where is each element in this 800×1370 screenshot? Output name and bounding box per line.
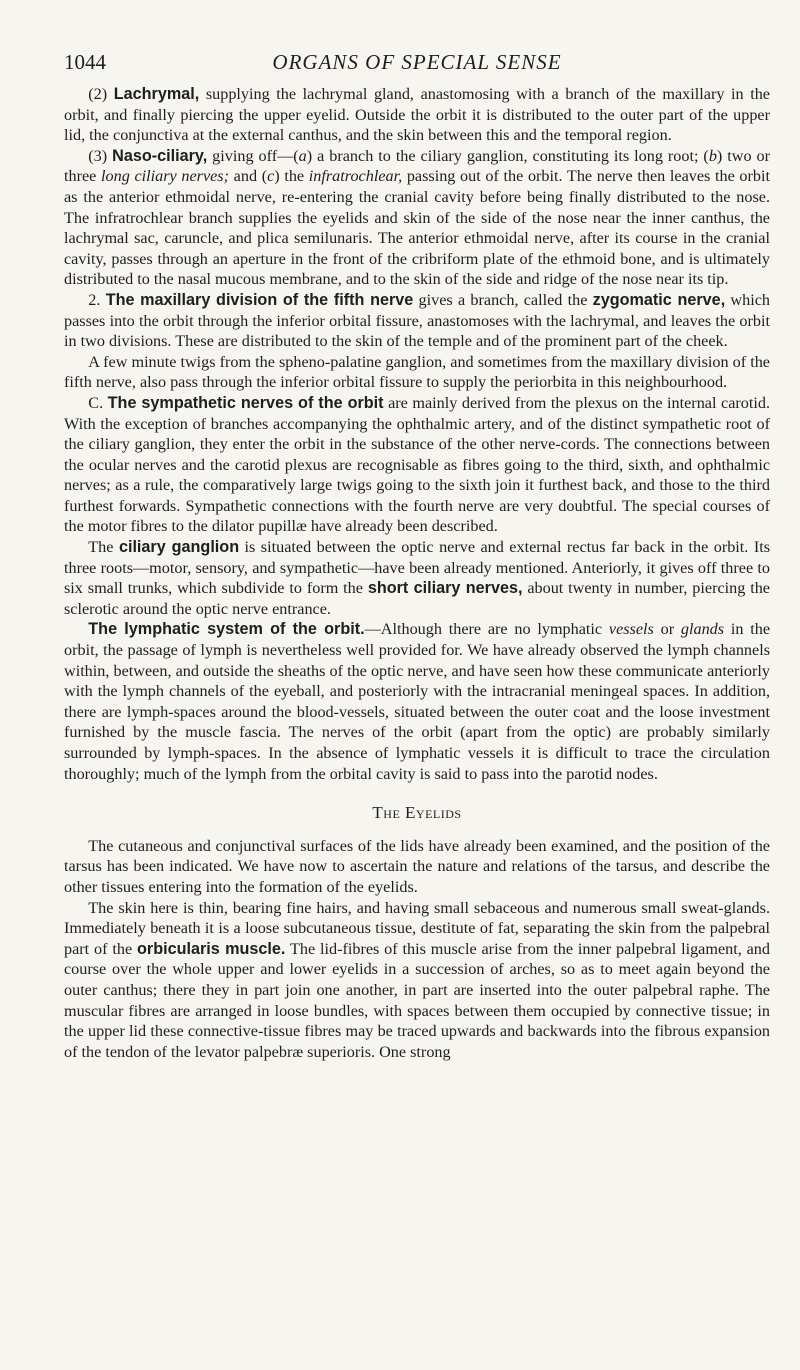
- paragraph-ciliary-ganglion: [64, 537, 770, 619]
- text-run: supplying the lachrymal gland, anastomosing with a branch of the maxillary in the orbit, and finally piercing the upper eyelid. Outside the orbit it is distributed to the outer part of the upper lid, the conjunctiva at the external canthus, and the skin between this and the temporal region.: [64, 85, 770, 145]
- text-run: (3): [88, 146, 113, 165]
- text-run: giving off—(: [207, 146, 299, 165]
- italic-term: b: [708, 146, 717, 165]
- paragraph-eyelid-skin: [64, 898, 770, 1063]
- paragraph-eyelids-intro: The cutaneous and conjunctival surfaces of the lids have already been examined, and the position of the tarsus has been indicated. We have now to ascertain the nature and relations of the tarsus, and describe the other tissues entering into the formation of the eyelids.: [64, 836, 770, 896]
- paragraph-lachrymal: [64, 84, 770, 146]
- book-page: [64, 44, 770, 1062]
- italic-term: a: [298, 146, 307, 165]
- italic-term: c: [267, 167, 275, 186]
- italic-term: vessels: [608, 620, 654, 639]
- italic-term: long ciliary nerves;: [101, 167, 230, 186]
- page-header: [64, 44, 770, 84]
- bold-term: ciliary ganglion: [118, 538, 240, 557]
- text-run: ) two or three: [64, 146, 770, 186]
- paragraph-sympathetic-nerves: [64, 393, 770, 537]
- italic-term: glands: [680, 620, 725, 639]
- bold-term: The lymphatic system of the orbit.: [88, 620, 365, 639]
- bold-term: The maxillary division of the fifth nerve: [105, 290, 414, 309]
- text-run: 2.: [88, 290, 106, 309]
- text-run: passing out of the orbit. The nerve then leaves the orbit as the anterior ethmoidal nerve, re-entering the cranial cavity before being finally distributed to the nose. The infratrochlear branch supplies the eyelids and skin of the side of the nose near the inner canthus, the lachrymal sac, caruncle, and plica semilunaris. The anterior ethmoidal nerve, after its course in the cranial cavity, passes through an aperture in the front of the cribriform plate of the ethmoid bone, and is ultimately distributed to the nasal mucous membrane, and to the skin of the side and ridge of the nose near its tip.: [64, 167, 770, 289]
- text-run: about twenty in number, piercing the sclerotic around the optic nerve entrance.: [64, 579, 770, 618]
- text-run: ) the: [274, 167, 309, 186]
- text-run: gives a branch, called the: [413, 290, 593, 309]
- section-heading: The Eyelids: [372, 803, 462, 823]
- paragraph-maxillary-division: [64, 290, 770, 352]
- text-run: —Although there are no lymphatic: [364, 620, 609, 639]
- page-number: 1044: [64, 50, 106, 74]
- text-run: C.: [88, 393, 108, 412]
- paragraph-lymphatic-system: [64, 619, 770, 784]
- italic-term: infratrochlear,: [308, 167, 403, 186]
- running-title: ORGANS OF SPECIAL SENSE: [272, 50, 562, 74]
- bold-term: The sympathetic nerves of the orbit: [107, 393, 384, 412]
- bold-term: short ciliary nerves,: [367, 579, 523, 598]
- text-run: The: [88, 538, 119, 557]
- text-run: are mainly derived from the plexus on the internal carotid. With the exception of branches accompanying the ophthalmic artery, and of the distinct sympathetic root of the ciliary ganglion, they enter the orbit in the substance of the other nerve-cords. The connections between the ocular nerves and the carotid plexus are recognisable as fibres going to the third, sixth, and ophthalmic nerves; as a rule, the comparatively large twigs going to the sixth join it furthest back, and those to the third furthest forwards. Sympathetic connections with the fourth nerve are very doubtful. The special courses of the motor fibres to the dilator pupillæ have already been described.: [64, 393, 770, 536]
- paragraph-naso-ciliary: [64, 146, 770, 290]
- bold-term: Naso-ciliary,: [112, 146, 208, 165]
- text-run: in the orbit, the passage of lymph is nevertheless well provided for. We have already observed the lymph channels within, between, and outside the sheaths of the optic nerve, and have seen how these communicate anteriorly with the lymph channels of the eyeball, and posteriorly with the intracranial meningeal spaces. In addition, there are lymph-spaces around the blood-vessels, situated between the outer coat and the loose investment furnished by the muscle fascia. The nerves of the orbit (apart from the optic) are probably similarly surrounded by lymph-spaces. In the absence of lymphatic vessels it is difficult to trace the circulation thoroughly; much of the lymph from the orbital cavity is said to pass into the parotid nodes.: [64, 620, 771, 783]
- text-run: which passes into the orbit through the inferior orbital fissure, anastomoses with the lachrymal, and leaves the orbit in two divisions. These are distributed to the skin of the temple and of the prominent part of the cheek.: [64, 290, 770, 351]
- text-run: ) a branch to the ciliary ganglion, constituting its long root; (: [306, 146, 709, 165]
- bold-term: orbicularis muscle.: [137, 939, 286, 958]
- body-text: [64, 84, 770, 1062]
- text-run: The lid-fibres of this muscle arise from the inner palpebral ligament, and course over the whole upper and lower eyelids in a succession of arches, so as to meet again beyond the outer canthus; there they in part join one another, in part are inserted into the outer palpebral raphe. The muscular fibres are arranged in loose bundles, with spaces between them occupied by connective tissue; in the upper lid these connective-tissue fibres may be traced upwards and backwards into the fibrous expansion of the tendon of the levator palpebræ superioris. One strong: [64, 939, 770, 1061]
- bold-term: zygomatic nerve,: [592, 290, 726, 309]
- text-run: or: [653, 620, 681, 639]
- text-run: and (: [229, 167, 268, 186]
- text-run: (2): [88, 85, 114, 103]
- bold-term: Lachrymal,: [113, 85, 200, 103]
- paragraph-minute-twigs: A few minute twigs from the spheno-palatine ganglion, and sometimes from the maxillary division of the fifth nerve, also pass through the inferior orbital fissure to supply the periorbita in this neighbourhood.: [64, 352, 770, 392]
- text-run: is situated between the optic nerve and external rectus far back in the orbit. Its three roots—motor, sensory, and sympathetic—have been already mentioned. Anteriorly, it gives off three to six small trunks, which subdivide to form the: [64, 538, 771, 598]
- text-run: The skin here is thin, bearing fine hairs, and having small sebaceous and numerous small sweat-glands. Immediately beneath it is a loose subcutaneous tissue, destitute of fat, separating the skin from the palpebral part of the: [64, 898, 770, 958]
